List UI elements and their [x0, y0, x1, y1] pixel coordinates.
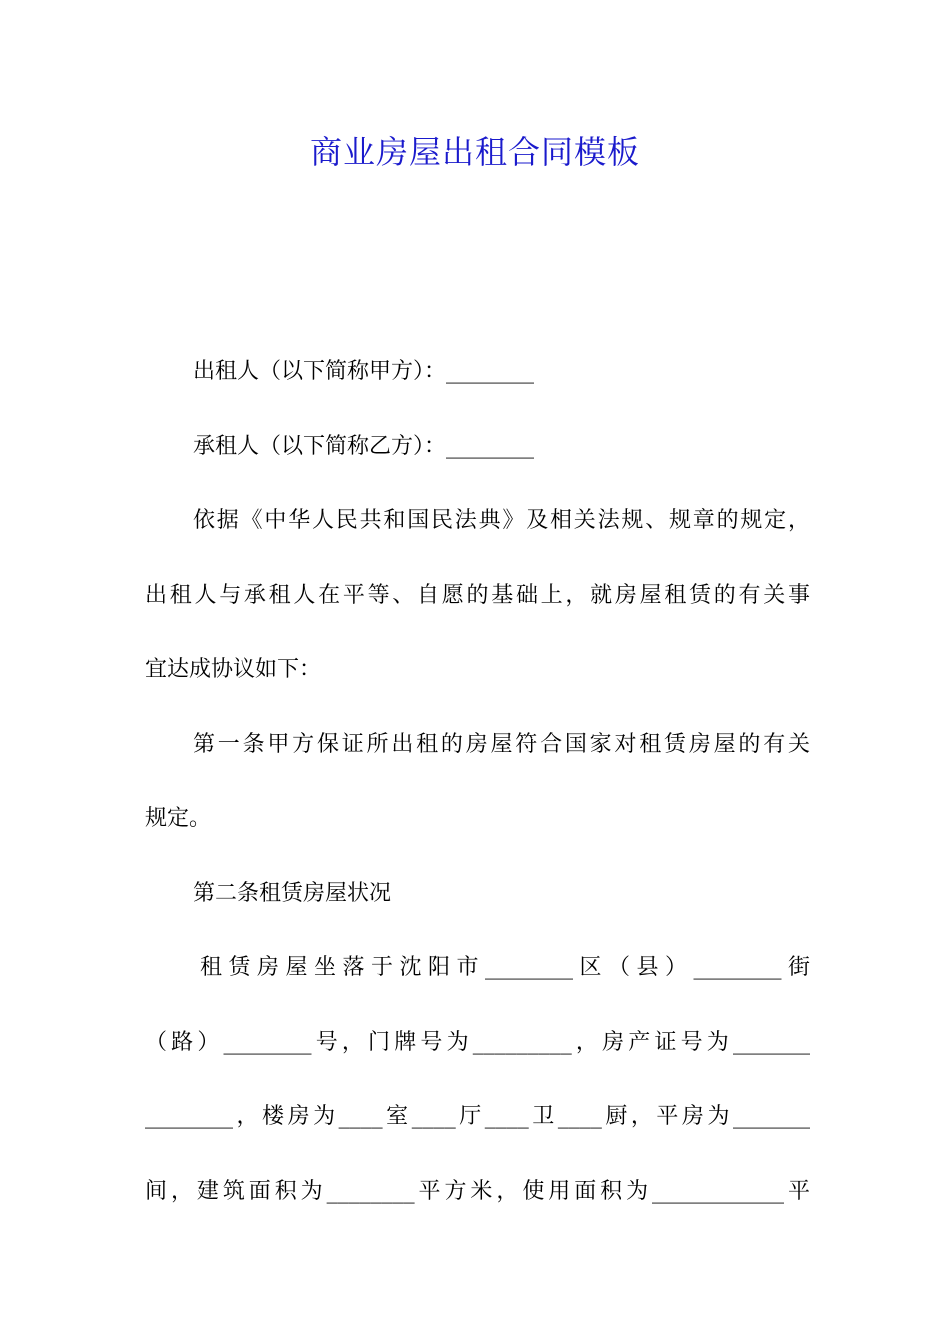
article-1-line-1: 第一条甲方保证所出租的房屋符合国家对租赁房屋的有关: [193, 731, 810, 757]
lessor-line: 出租人（以下简称甲方）：________: [193, 359, 535, 384]
preamble-line-3: 宜达成协议如下：: [145, 657, 322, 682]
article-2-line-3: ________，楼房为____室____厅____卫____厨，平房为_______: [145, 1104, 810, 1129]
lessee-line: 承租人（以下简称乙方）：________: [193, 433, 535, 459]
article-2-line-4: 间，建筑面积为________平方米，使用面积为____________平: [145, 1178, 810, 1204]
article-1-line-2: 规定。: [145, 806, 212, 831]
preamble-line-2: 出租人与承租人在平等、自愿的基础上，就房屋租赁的有关事: [145, 582, 810, 608]
preamble-line-1: 依据《中华人民共和国民法典》及相关法规、规章的规定，: [193, 508, 810, 533]
document-body: [145, 335, 810, 1229]
article-2-line-1: 租赁房屋坐落于沈阳市________区（县）________街: [200, 955, 810, 980]
page-title: 商业房屋出租合同模板: [309, 133, 640, 171]
article-2-heading: 第二条租赁房屋状况: [193, 880, 392, 906]
article-2-line-2: （路）________号，门牌号为_________，房产证号为_______: [145, 1029, 810, 1055]
